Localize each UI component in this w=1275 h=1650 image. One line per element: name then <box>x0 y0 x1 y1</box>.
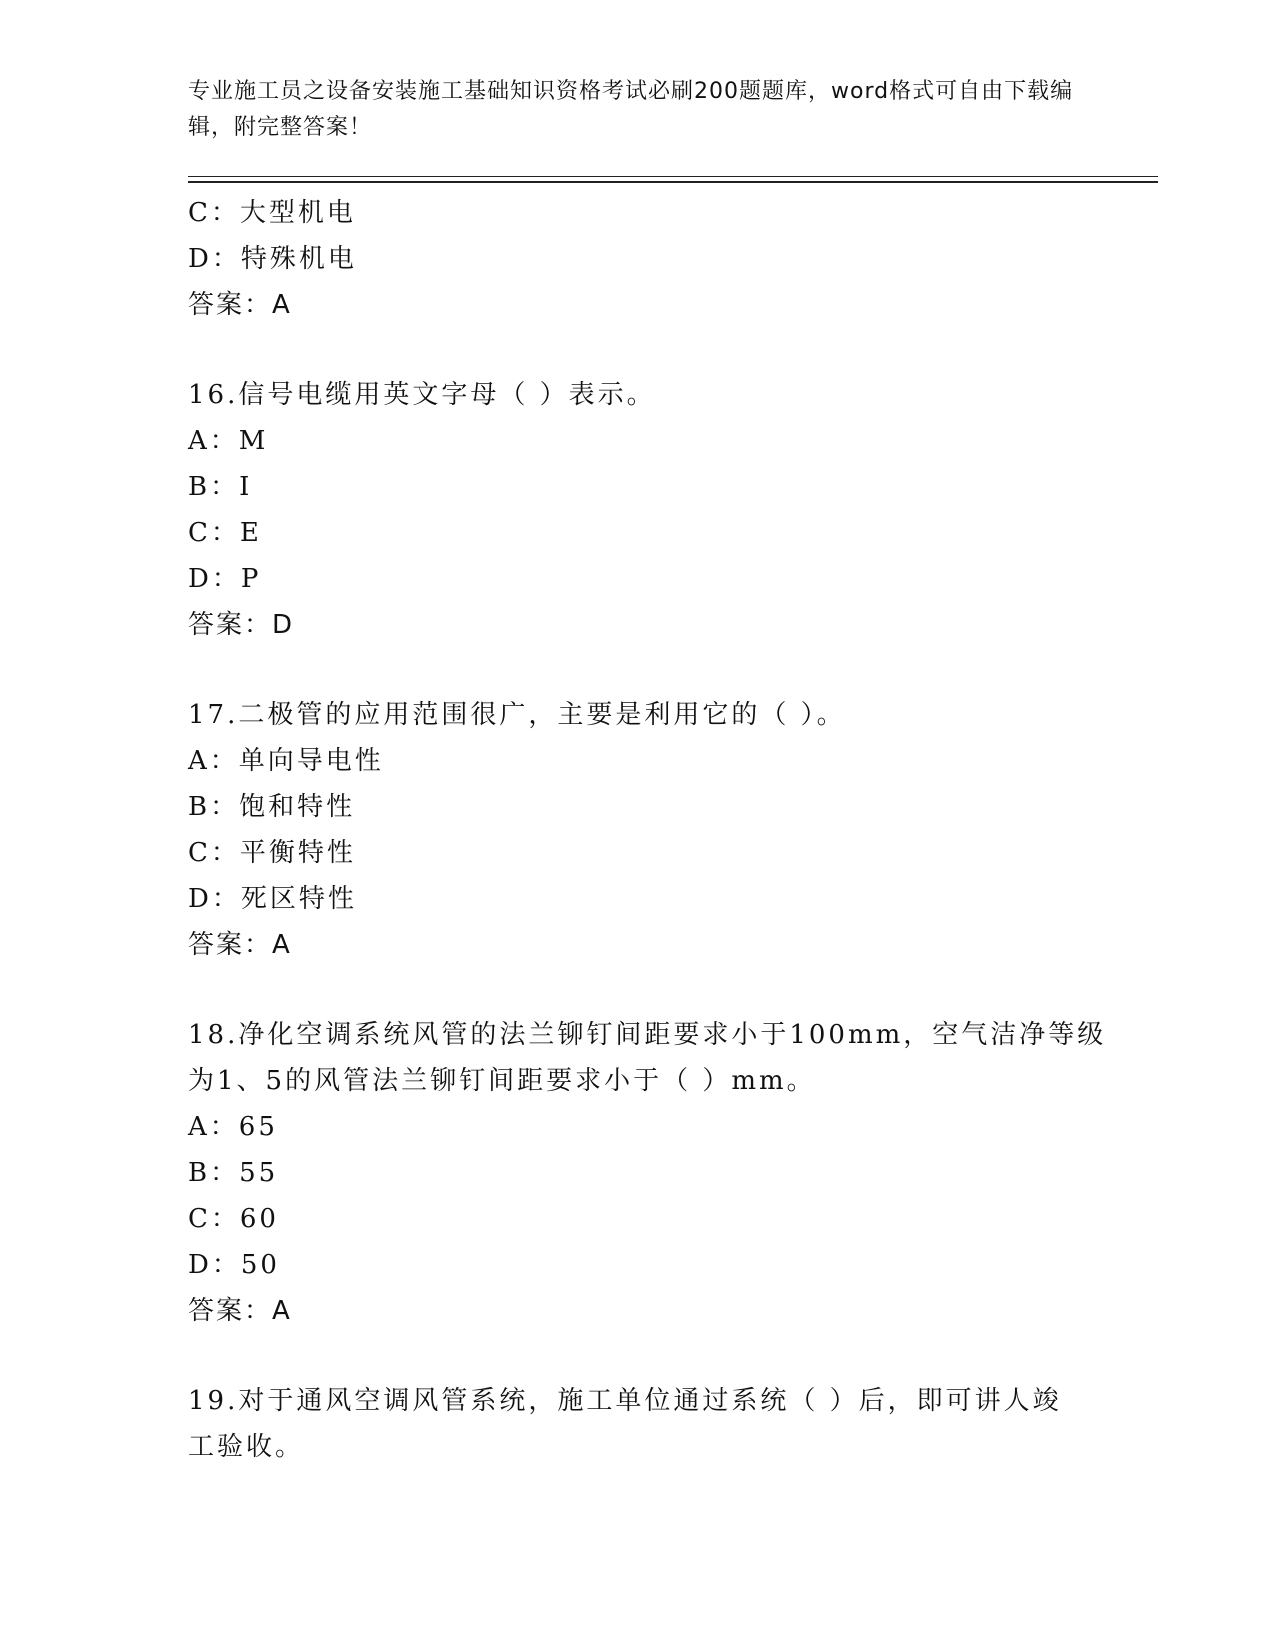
question-text-line-1: 18.净化空调系统风管的法兰铆钉间距要求小于100mm，空气洁净等级 <box>188 1020 1107 1050</box>
document-header <box>188 74 1088 146</box>
option-a: A：M <box>188 426 269 456</box>
question-text: 16.信号电缆用英文字母（ ）表示。 <box>188 380 656 410</box>
option-d: D：特殊机电 <box>188 244 357 274</box>
option-b: B：饱和特性 <box>188 792 356 822</box>
answer-line: 答案：A <box>188 1296 292 1326</box>
question-text-line-2: 为1、5的风管法兰铆钉间距要求小于（ ）mm。 <box>188 1066 816 1096</box>
option-a: A：65 <box>188 1112 278 1142</box>
answer-line: 答案：A <box>188 290 292 320</box>
question-text-line-1: 19.对于通风空调风管系统，施工单位通过系统（ ）后，即可讲人竣 <box>188 1386 1062 1416</box>
question-block-19 <box>188 1378 1088 1470</box>
spacer <box>188 968 1088 1012</box>
header-title: 专业施工员之设备安装施工基础知识资格考试必刷200题题库，word格式可自由下载编辑，附完整答案！ <box>188 79 1074 140</box>
option-c: C：60 <box>188 1204 279 1234</box>
question-block-continued <box>188 190 1088 328</box>
option-c: C：E <box>188 518 262 548</box>
question-block-18 <box>188 1012 1107 1334</box>
answer-line: 答案：D <box>188 610 295 640</box>
spacer <box>188 1334 1088 1378</box>
header-rule-thick <box>188 181 1158 183</box>
spacer <box>188 648 1088 692</box>
header-rule-thin <box>188 176 1158 177</box>
option-b: B：I <box>188 472 253 502</box>
question-text-line-2: 工验收。 <box>188 1432 305 1462</box>
spacer <box>188 328 1088 372</box>
question-list <box>188 190 1107 1470</box>
answer-line: 答案：A <box>188 930 292 960</box>
option-d: D：P <box>188 564 262 594</box>
option-b: B：55 <box>188 1158 279 1188</box>
option-a: A：单向导电性 <box>188 746 384 776</box>
option-d: D：死区特性 <box>188 884 357 914</box>
option-d: D：50 <box>188 1250 280 1280</box>
question-block-17 <box>188 692 1088 968</box>
option-c: C：平衡特性 <box>188 838 356 868</box>
question-block-16 <box>188 372 1088 648</box>
option-c: C：大型机电 <box>188 198 356 228</box>
question-text: 17.二极管的应用范围很广，主要是利用它的（ ）。 <box>188 700 846 730</box>
